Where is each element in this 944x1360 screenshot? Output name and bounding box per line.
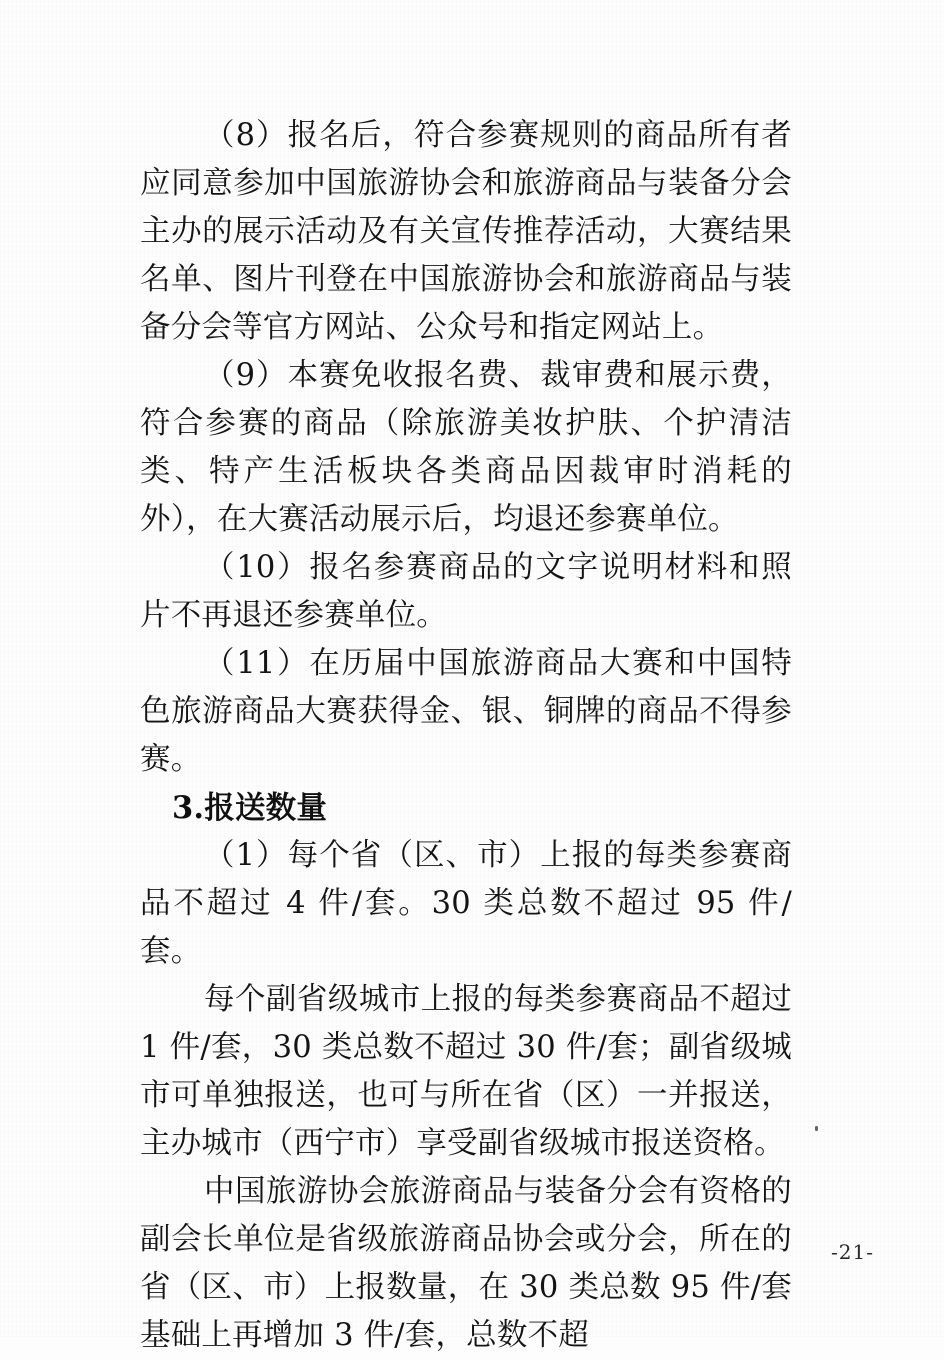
paragraph-subprovincial-city: 每个副省级城市上报的每类参赛商品不超过 1 件/套，30 类总数不超过 30 件/套；副省级城市可单独报送，也可与所在省（区）一并报送，主办城市（西宁市）享受副省级城市报送资格。 — [140, 982, 802, 1161]
paragraph-item-11: （11）在历届中国旅游商品大赛和中国特色旅游商品大赛获得金、银、铜牌的商品不得参赛。 — [140, 646, 792, 777]
paragraph-quantity-1: （1）每个省（区、市）上报的每类参赛商品不超过 4 件/套。30 类总数不超过 95 件/套。 — [140, 838, 792, 969]
section-heading-3: 3.报送数量 — [172, 790, 328, 826]
paragraph-item-8: （8）报名后，符合参赛规则的商品所有者应同意参加中国旅游协会和旅游商品与装备分会主办的展示活动及有关宣传推荐活动，大赛结果名单、图片刊登在中国旅游协会和旅游商品与装备分会等官方网站、公众号和指定网站上。 — [140, 118, 792, 345]
document-body — [140, 112, 802, 1360]
page-number: -21- — [831, 1240, 874, 1264]
paragraph-vice-chairman-unit: 中国旅游协会旅游商品与装备分会有资格的副会长单位是省级旅游商品协会或分会，所在的省（区、市）上报数量，在 30 类总数 95 件/套基础上再增加 3 件/套，总数不超 — [140, 1174, 792, 1353]
paragraph-item-9: （9）本赛免收报名费、裁审费和展示费，符合参赛的商品（除旅游美妆护肤、个护清洁类、特产生活板块各类商品因裁审时消耗的外），在大赛活动展示后，均退还参赛单位。 — [140, 358, 792, 537]
paragraph-item-10: （10）报名参赛商品的文字说明材料和照片不再退还参赛单位。 — [140, 550, 792, 633]
scan-artifact-speck — [815, 1126, 818, 1131]
